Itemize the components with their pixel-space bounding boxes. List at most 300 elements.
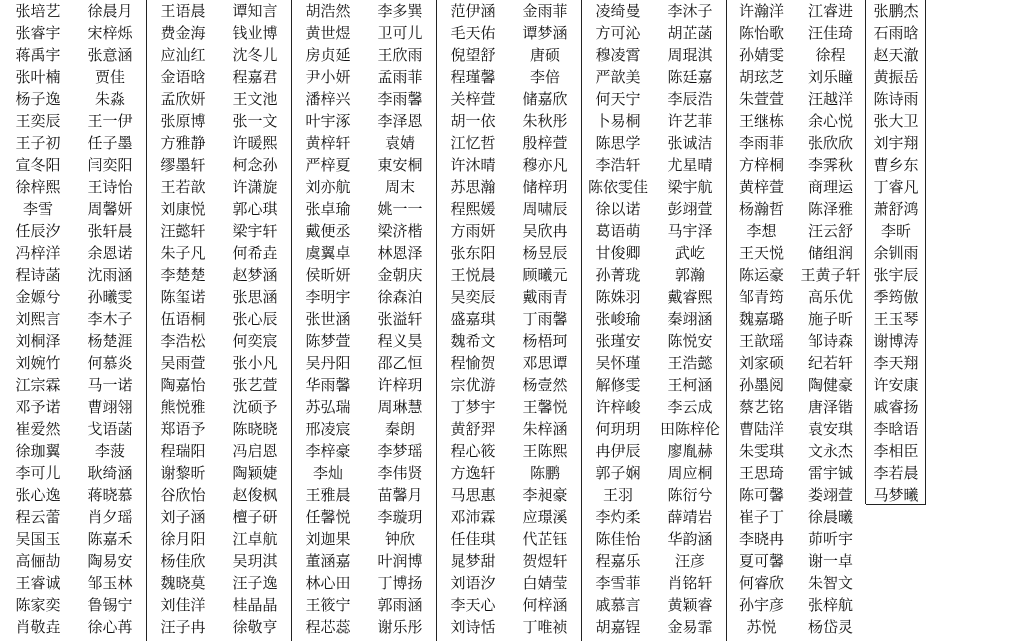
student-name: 梁济楷 [377,222,423,240]
student-name: 储组润 [807,244,853,262]
name-row [727,154,865,176]
student-name: 邹诗森 [807,332,853,350]
name-row [582,396,726,418]
student-name: 宣冬阳 [15,156,61,174]
student-name: 宗优游 [450,376,496,394]
name-row [582,198,726,220]
name-row [292,132,436,154]
name-row [292,220,436,242]
student-name: 任佳琪 [450,530,496,548]
student-name: 钱业博 [232,24,278,42]
student-name: 胡嘉锃 [595,618,641,636]
name-row [2,352,146,374]
student-name: 黄振岳 [873,68,919,86]
student-name: 张原博 [160,112,206,130]
student-name: 刘佳洋 [160,596,206,614]
student-name: 程瑞阳 [160,442,206,460]
name-row [582,242,726,264]
name-row [2,132,146,154]
student-name: 许梓峻 [595,398,641,416]
name-row [147,308,291,330]
name-row [727,88,865,110]
student-name: 戈语菡 [87,420,133,438]
name-row [582,88,726,110]
student-name: 曹陆洋 [738,420,784,438]
student-name: 冯梓洋 [15,244,61,262]
name-row [292,264,436,286]
name-row [582,132,726,154]
student-name: 陈晓晓 [232,420,278,438]
name-row [2,220,146,242]
student-name: 刘家硕 [738,354,784,372]
name-row [2,0,146,22]
student-name: 李昶豪 [522,486,568,504]
student-name: 夏可馨 [738,552,784,570]
student-name: 廖胤赫 [667,442,713,460]
student-name: 金嫄兮 [15,288,61,306]
name-row [582,330,726,352]
name-row [437,506,581,528]
student-name: 程熙媛 [450,200,496,218]
student-name: 钟欣 [384,530,415,548]
student-name: 刘语汐 [450,574,496,592]
name-row [582,418,726,440]
student-name: 朱雯琪 [738,442,784,460]
name-row [727,110,865,132]
student-name: 谢黎昕 [160,464,206,482]
student-name: 鲁锡宁 [87,596,133,614]
student-name: 李倍 [529,68,560,86]
name-row [292,352,436,374]
student-name: 朱梓涵 [522,420,568,438]
student-name: 東安桐 [377,156,423,174]
student-name: 朱智文 [807,574,853,592]
student-name: 江睿进 [807,2,853,20]
name-row [582,66,726,88]
name-row [437,242,581,264]
student-name: 马一诺 [87,376,133,394]
name-row [437,462,581,484]
student-name: 胡一依 [450,112,496,130]
student-name: 桂晶晶 [232,596,278,614]
student-name: 许暖熙 [232,134,278,152]
student-name: 林恩泽 [377,244,423,262]
student-name: 甘俊卿 [595,244,641,262]
name-row [147,132,291,154]
student-name: 方雨妍 [450,222,496,240]
student-name: 王黄子轩 [800,266,861,284]
student-name: 汪云舒 [807,222,853,240]
student-name: 文永杰 [807,442,853,460]
name-row [147,198,291,220]
student-name: 李想 [746,222,777,240]
name-row [292,572,436,594]
student-name: 贺煜轩 [522,552,568,570]
name-row [437,396,581,418]
name-row [292,418,436,440]
name-row [292,66,436,88]
student-name: 丁梦宇 [450,398,496,416]
student-name: 徐森泊 [377,288,423,306]
student-name: 王继栋 [738,112,784,130]
student-name: 徐心苒 [87,618,133,636]
name-row [866,330,926,352]
student-name: 萧舒鸿 [873,200,919,218]
student-name: 熊悦雅 [160,398,206,416]
student-name: 苏悦 [746,618,777,636]
student-name: 邹玉林 [87,574,133,592]
student-name: 尤星晴 [667,156,713,174]
name-row [866,440,926,462]
student-name: 伍语桐 [160,310,206,328]
student-name: 李相臣 [873,442,919,460]
student-name: 陈家奕 [15,596,61,614]
student-name: 顾曦元 [522,266,568,284]
student-name: 汪懿轩 [160,222,206,240]
student-name: 陈悦安 [667,332,713,350]
name-row [147,44,291,66]
student-name: 陈嘉禾 [87,530,133,548]
student-name: 冯启恩 [232,442,278,460]
student-name: 倪望舒 [450,46,496,64]
student-name: 徐梓熙 [15,178,61,196]
name-row [582,374,726,396]
name-row [727,484,865,506]
student-name: 房贞延 [305,46,351,64]
student-name: 刘乐瞳 [807,68,853,86]
name-row [582,616,726,638]
name-row [437,110,581,132]
student-name: 李若晨 [873,464,919,482]
student-name: 郭雨涵 [377,596,423,614]
student-name: 梁宇航 [667,178,713,196]
student-name: 王羽 [602,486,633,504]
name-row [437,330,581,352]
student-name: 王雅晨 [305,486,351,504]
name-roster-sheet [2,0,1008,641]
name-row [866,44,926,66]
student-name: 戴睿熙 [667,288,713,306]
name-row [727,0,865,22]
student-name: 李天心 [450,596,496,614]
name-row [292,616,436,638]
student-name: 王诗怡 [87,178,133,196]
student-name: 杨楚涯 [87,332,133,350]
name-row [437,132,581,154]
student-name: 应璟溪 [522,508,568,526]
student-name: 方雅静 [160,134,206,152]
student-name: 苏弘瑞 [305,398,351,416]
student-name: 陈鹏 [529,464,560,482]
name-row [582,286,726,308]
student-name: 杨瀚哲 [738,200,784,218]
name-row [866,374,926,396]
student-name: 杨梧珂 [522,332,568,350]
student-name: 陈佳怡 [595,530,641,548]
name-row [292,396,436,418]
student-name: 林心田 [305,574,351,592]
student-name: 秦朗 [384,420,415,438]
student-name: 李梓豪 [305,442,351,460]
student-name: 侯昕妍 [305,266,351,284]
name-row [437,286,581,308]
student-name: 许安康 [873,376,919,394]
name-column-4 [437,0,581,641]
name-row [582,528,726,550]
student-name: 许沐晴 [450,156,496,174]
name-row [582,550,726,572]
name-row [2,374,146,396]
student-name: 唐硕 [529,46,560,64]
student-name: 张瑾安 [595,332,641,350]
student-name: 李雪菲 [595,574,641,592]
student-name: 许潇旋 [232,178,278,196]
name-row [866,396,926,418]
student-name: 郭瀚 [674,266,705,284]
student-name: 叶润博 [377,552,423,570]
student-name: 王文池 [232,90,278,108]
name-row [147,66,291,88]
student-name: 解修雯 [595,376,641,394]
name-row [147,506,291,528]
student-name: 杨子逸 [15,90,61,108]
student-name: 李浩松 [160,332,206,350]
name-row [147,0,291,22]
student-name: 严歆美 [595,68,641,86]
name-row [292,198,436,220]
student-name: 吴国玉 [15,530,61,548]
student-name: 张宇辰 [873,266,919,284]
student-name: 李雨馨 [377,90,423,108]
student-name: 吴欣冉 [522,222,568,240]
student-name: 吴奕辰 [450,288,496,306]
name-row [437,308,581,330]
name-row [437,22,581,44]
student-name: 张叶楠 [15,68,61,86]
name-row [437,616,581,638]
student-name: 吴玥淇 [232,552,278,570]
student-name: 何奕宸 [232,332,278,350]
student-name: 季筠傲 [873,288,919,306]
student-name: 武屹 [674,244,705,262]
student-name: 郭心琪 [232,200,278,218]
name-row [147,396,291,418]
student-name: 刘康悦 [160,200,206,218]
student-name: 邓沛霖 [450,508,496,526]
name-row [147,616,291,638]
student-name: 李璇玥 [377,508,423,526]
student-name: 沈冬儿 [232,46,278,64]
name-row [2,264,146,286]
student-name: 孙墨阅 [738,376,784,394]
name-row [437,440,581,462]
name-row [727,374,865,396]
name-row [582,264,726,286]
student-name: 汪越洋 [807,90,853,108]
student-name: 周琳慧 [377,398,423,416]
student-name: 郭子娴 [595,464,641,482]
student-name: 严梓夏 [305,156,351,174]
student-name: 黄颖睿 [667,596,713,614]
name-row [292,528,436,550]
student-name: 江宗霖 [15,376,61,394]
student-name: 刘亦航 [305,178,351,196]
name-column-5 [582,0,726,641]
name-row [292,484,436,506]
student-name: 费金海 [160,24,206,42]
student-name: 李泽恩 [377,112,423,130]
student-name: 谢一卓 [807,552,853,570]
student-name: 袁安琪 [807,420,853,438]
name-row [2,198,146,220]
name-row [437,154,581,176]
student-name: 徐珈翼 [15,442,61,460]
name-row [582,594,726,616]
name-row [437,66,581,88]
student-name: 李雪 [22,200,53,218]
name-row [2,286,146,308]
student-name: 王悦晨 [450,266,496,284]
name-row [727,594,865,616]
name-row [2,110,146,132]
student-name: 梁宇轩 [232,222,278,240]
student-name: 白婧莹 [522,574,568,592]
student-name: 孙婧雯 [738,46,784,64]
name-row [292,0,436,22]
student-name: 卜易桐 [595,112,641,130]
student-name: 纪若轩 [807,354,853,372]
student-name: 方可沁 [595,24,641,42]
student-name: 王欣雨 [377,46,423,64]
student-name: 张卓瑜 [305,200,351,218]
student-name: 叶宇涿 [305,112,351,130]
name-row [437,528,581,550]
name-row [727,308,865,330]
student-name: 丁博扬 [377,574,423,592]
student-name: 雷宇铖 [807,464,853,482]
student-name: 陈梦萱 [305,332,351,350]
student-name: 张意涵 [87,46,133,64]
student-name: 王柯涵 [667,376,713,394]
name-row [2,462,146,484]
name-row [292,594,436,616]
student-name: 肖敬垚 [15,618,61,636]
name-row [727,264,865,286]
name-column-1 [2,0,146,641]
student-name: 耿绮涵 [87,464,133,482]
student-name: 汪彦 [674,552,705,570]
student-name: 施子昕 [807,310,853,328]
student-name: 陈可馨 [738,486,784,504]
name-row [437,374,581,396]
student-name: 黄舒羿 [450,420,496,438]
name-row [727,462,865,484]
student-name: 陈运豪 [738,266,784,284]
name-row [727,616,865,638]
student-name: 高俪劼 [15,552,61,570]
student-name: 陈姝羽 [595,288,641,306]
name-row [2,528,146,550]
name-column-7 [866,0,926,641]
student-name: 李灼柔 [595,508,641,526]
student-name: 刘熙言 [15,310,61,328]
student-name: 何希垚 [232,244,278,262]
student-name: 潘梓兴 [305,90,351,108]
student-name: 郑语予 [160,420,206,438]
name-row [2,66,146,88]
name-row [727,330,865,352]
student-name: 董涵嘉 [305,552,351,570]
name-row [2,308,146,330]
name-row [147,110,291,132]
name-row [292,308,436,330]
name-row [2,440,146,462]
student-name: 吴怀瑾 [595,354,641,372]
student-name: 程诗菡 [15,266,61,284]
student-name: 肖夕瑶 [87,508,133,526]
student-name: 魏晓莫 [160,574,206,592]
student-name: 石雨晗 [873,24,919,42]
name-row [866,308,926,330]
student-name: 王思琦 [738,464,784,482]
column-divider [925,0,926,504]
student-name: 王子初 [15,134,61,152]
name-row [147,528,291,550]
student-name: 张培艺 [15,2,61,20]
student-name: 曹翊翎 [87,398,133,416]
student-name: 任子墨 [87,134,133,152]
student-name: 张心逸 [15,486,61,504]
student-name: 赵俊枫 [232,486,278,504]
name-row [147,374,291,396]
student-name: 娄翊萱 [807,486,853,504]
student-name: 宋梓烁 [87,24,133,42]
student-name: 周馨妍 [87,200,133,218]
column-divider [581,0,582,641]
student-name: 张东阳 [450,244,496,262]
student-name: 李天翔 [873,354,919,372]
student-name: 陈思学 [595,134,641,152]
student-name: 王浩懿 [667,354,713,372]
name-row [582,308,726,330]
student-name: 魏嘉璐 [738,310,784,328]
student-name: 何天宁 [595,90,641,108]
student-name: 蔡艺铭 [738,398,784,416]
student-name: 李昕 [880,222,911,240]
student-name: 许瀚洋 [738,2,784,20]
name-row [866,220,926,242]
student-name: 盛嘉琪 [450,310,496,328]
name-row [2,176,146,198]
student-name: 谭知言 [232,2,278,20]
name-row [437,594,581,616]
name-row [727,198,865,220]
name-row [727,528,865,550]
student-name: 许梓玥 [377,376,423,394]
student-name: 程愉贺 [450,354,496,372]
student-name: 孙宇彦 [738,596,784,614]
student-name: 赵梦涵 [232,266,278,284]
student-name: 茆听宇 [807,530,853,548]
student-name: 朱淼 [94,90,125,108]
name-row [2,418,146,440]
student-name: 孙曦雯 [87,288,133,306]
student-name: 何慕炎 [87,354,133,372]
student-name: 田陈梓伦 [659,420,720,438]
student-name: 秦翊涵 [667,310,713,328]
name-row [866,352,926,374]
student-name: 王一伊 [87,112,133,130]
